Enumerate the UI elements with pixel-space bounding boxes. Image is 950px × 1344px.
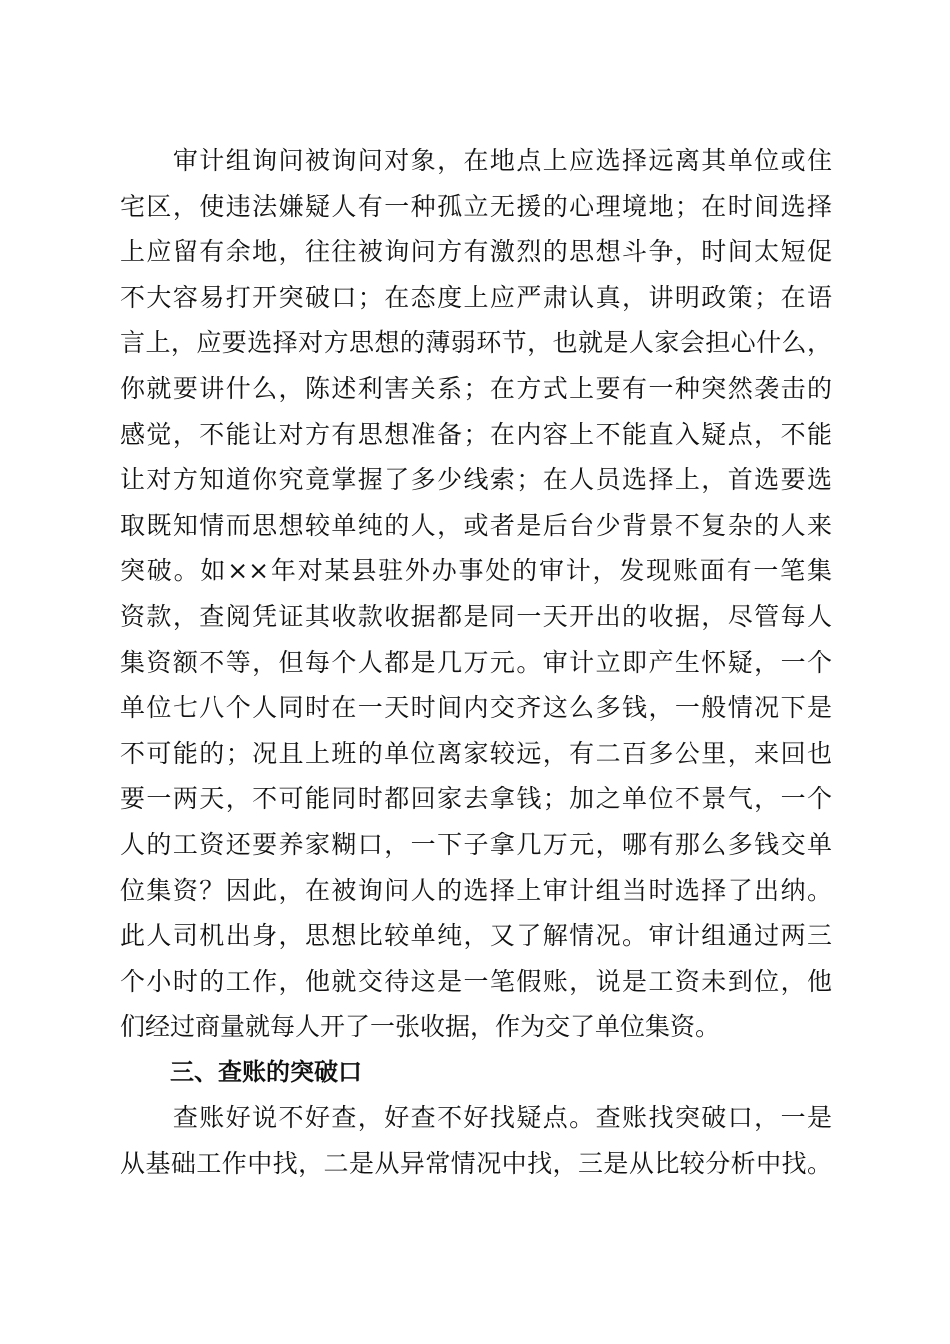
text-line: 突破。如××年对某县驻外办事处的审计，发现账面有一笔集 xyxy=(120,556,832,586)
paragraph-audit-interview xyxy=(120,138,832,1050)
paragraph-breakthrough xyxy=(120,1095,832,1186)
text-line: 你就要讲什么，陈述利害关系；在方式上要有一种突然袭击的 xyxy=(120,373,832,403)
text-line: 集资额不等，但每个人都是几万元。审计立即产生怀疑，一个 xyxy=(120,647,832,677)
text-line: 不可能的；况且上班的单位离家较远，有二百多公里，来回也 xyxy=(120,738,832,768)
text-line: 查账好说不好查，好查不好找疑点。查账找突破口，一是 xyxy=(120,1103,832,1133)
text-line: 个小时的工作，他就交待这是一笔假账，说是工资未到位，他 xyxy=(120,966,832,996)
text-line: 人的工资还要养家糊口，一下子拿几万元，哪有那么多钱交单 xyxy=(120,829,832,859)
text-line: 此人司机出身，思想比较单纯，又了解情况。审计组通过两三 xyxy=(120,921,832,951)
text-line: 资款，查阅凭证其收款收据都是同一天开出的收据，尽管每人 xyxy=(120,601,832,631)
text-line: 言上，应要选择对方思想的薄弱环节，也就是人家会担心什么， xyxy=(120,328,832,358)
text-line: 感觉，不能让对方有思想准备；在内容上不能直入疑点，不能 xyxy=(120,419,832,449)
text-line: 要一两天，不可能同时都回家去拿钱；加之单位不景气，一个 xyxy=(120,784,832,814)
section-heading: 三、查账的突破口 xyxy=(170,1057,362,1086)
text-line: 宅区，使违法嫌疑人有一种孤立无援的心理境地；在时间选择 xyxy=(120,191,832,221)
text-line: 取既知情而思想较单纯的人，或者是后台少背景不复杂的人来 xyxy=(120,510,832,540)
text-line: 单位七八个人同时在一天时间内交齐这么多钱，一般情况下是 xyxy=(120,693,832,723)
text-line: 从基础工作中找，二是从异常情况中找，三是从比较分析中找。 xyxy=(120,1149,832,1179)
text-line: 让对方知道你究竟掌握了多少线索；在人员选择上，首选要选 xyxy=(120,465,832,495)
text-line: 位集资？因此，在被询问人的选择上审计组当时选择了出纳。 xyxy=(120,875,832,905)
document-body xyxy=(120,138,832,1187)
text-line: 不大容易打开突破口；在态度上应严肃认真，讲明政策；在语 xyxy=(120,282,832,312)
text-line: 审计组询问被询问对象，在地点上应选择远离其单位或住 xyxy=(120,146,832,175)
text-line: 上应留有余地，往往被询问方有激烈的思想斗争，时间太短促 xyxy=(120,237,832,267)
text-line: 们经过商量就每人开了一张收据，作为交了单位集资。 xyxy=(120,1012,721,1042)
